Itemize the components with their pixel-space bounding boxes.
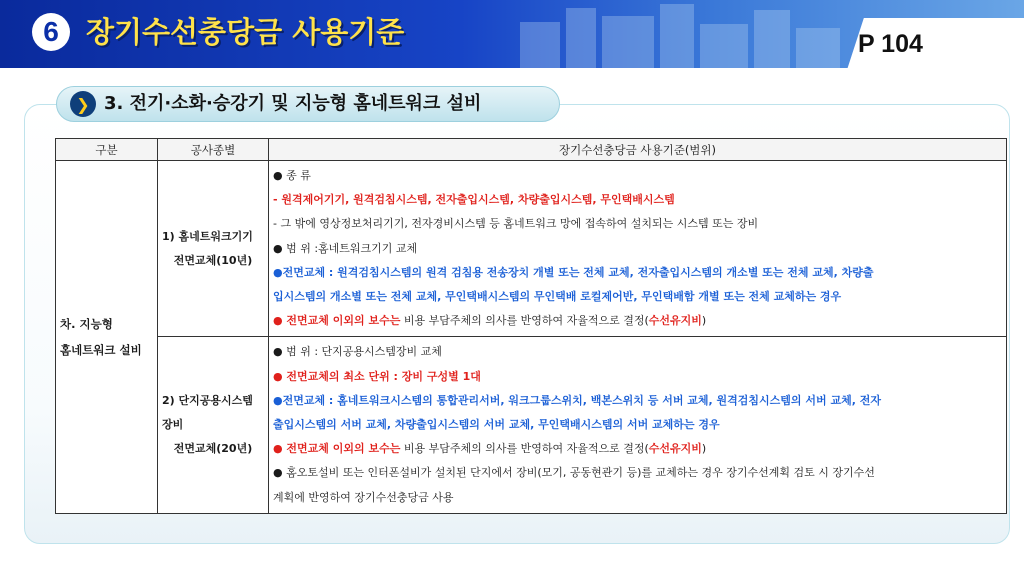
- building-decoration: [700, 24, 748, 68]
- work-type-cell: [158, 161, 269, 337]
- table-header-row: [56, 139, 1007, 161]
- work-type-line: 전면교체(10년): [173, 253, 253, 267]
- chevron-right-icon: ❯: [70, 91, 96, 117]
- criteria-line: - 그 밖에 영상정보처리기기, 전자경비시스템 등 홈네트워크 망에 접속하여 설치되는 시스템 또는 장비: [273, 217, 759, 231]
- category-cell: [56, 161, 158, 514]
- building-decoration: [602, 16, 654, 68]
- usage-standard-table: [55, 138, 1007, 514]
- criteria-emphasis: 수선유지비: [648, 442, 702, 456]
- criteria-text: ): [701, 314, 707, 328]
- table-row: [56, 161, 1007, 337]
- criteria-line: 계획에 반영하여 장기수선충당금 사용: [273, 490, 454, 504]
- building-decoration: [566, 8, 596, 68]
- criteria-text: 비용 부담주체의 의사를 반영하여 자율적으로 결정(: [403, 442, 649, 456]
- criteria-line: ●전면교체 : 원격검침시스템의 원격 검침용 전송장치 개별 또는 전체 교체, 전자출입시스템의 개소별 또는 전체 교체, 차량출: [273, 265, 874, 279]
- category-line: 차. 지능형: [60, 316, 113, 331]
- table-row: [56, 337, 1007, 513]
- criteria-emphasis: ● 전면교체 이외의 보수는: [273, 442, 401, 456]
- building-decoration: [754, 10, 790, 68]
- criteria-text: 비용 부담주체의 의사를 반영하여 자율적으로 결정(: [403, 314, 649, 328]
- header-work-type: 공사종별: [158, 139, 269, 161]
- criteria-text: ): [701, 442, 707, 456]
- work-type-line: 장비: [162, 418, 184, 432]
- criteria-line: ● 홈오토설비 또는 인터폰설비가 설치된 단지에서 장비(모기, 공동현관기 등)를 교체하는 경우 장기수선계획 검토 시 장기수선: [273, 466, 875, 480]
- category-line: 홈네트워크 설비: [60, 342, 142, 357]
- work-type-line: 2) 단지공용시스템: [162, 394, 253, 408]
- header-usage-criteria: 장기수선충당금 사용기준(범위): [269, 139, 1007, 161]
- criteria-line: ● 범 위 :홈네트워크기기 교체: [273, 241, 418, 255]
- page-number: P 104: [858, 30, 923, 58]
- criteria-emphasis: ● 전면교체 이외의 보수는: [273, 314, 401, 328]
- building-decoration: [520, 22, 560, 68]
- criteria-line: ● 종 류: [273, 169, 311, 182]
- criteria-line: ● 전면교체의 최소 단위 : 장비 구성별 1대: [273, 369, 481, 383]
- criteria-cell: [269, 337, 1007, 513]
- section-title: 3. 전기·소화·승강기 및 지능형 홈네트워크 설비: [104, 93, 482, 114]
- criteria-line: ● 범 위 : 단지공용시스템장비 교체: [273, 345, 442, 359]
- criteria-line: [273, 309, 1003, 333]
- building-decoration: [660, 4, 694, 68]
- section-number-badge: 6: [32, 13, 70, 51]
- work-type-cell: [158, 337, 269, 513]
- criteria-line: [273, 437, 1003, 461]
- page-title: 장기수선충당금 사용기준: [86, 15, 405, 49]
- work-type-line: 1) 홈네트워크기기: [162, 229, 253, 243]
- criteria-line: - 원격제어기기, 원격검침시스템, 전자출입시스템, 차량출입시스템, 무인택배시스템: [273, 193, 675, 207]
- header-category: 구분: [56, 139, 158, 161]
- work-type-line: 전면교체(20년): [173, 442, 253, 456]
- criteria-cell: [269, 161, 1007, 337]
- criteria-line: 입시스템의 개소별 또는 전체 교체, 무인택배시스템의 무인택배 로컬제어반, 무인택배함 개별 또는 전체 교체하는 경우: [273, 290, 842, 304]
- criteria-line: ●전면교체 : 홈네트워크시스템의 통합관리서버, 워크그룹스위치, 백본스위치 등 서버 교체, 원격검침시스템의 서버 교체, 전자: [273, 393, 881, 407]
- building-decoration: [796, 28, 840, 68]
- criteria-emphasis: 수선유지비: [648, 314, 702, 328]
- criteria-line: 출입시스템의 서버 교체, 차량출입시스템의 서버 교체, 무인택배시스템의 서버 교체하는 경우: [273, 418, 720, 432]
